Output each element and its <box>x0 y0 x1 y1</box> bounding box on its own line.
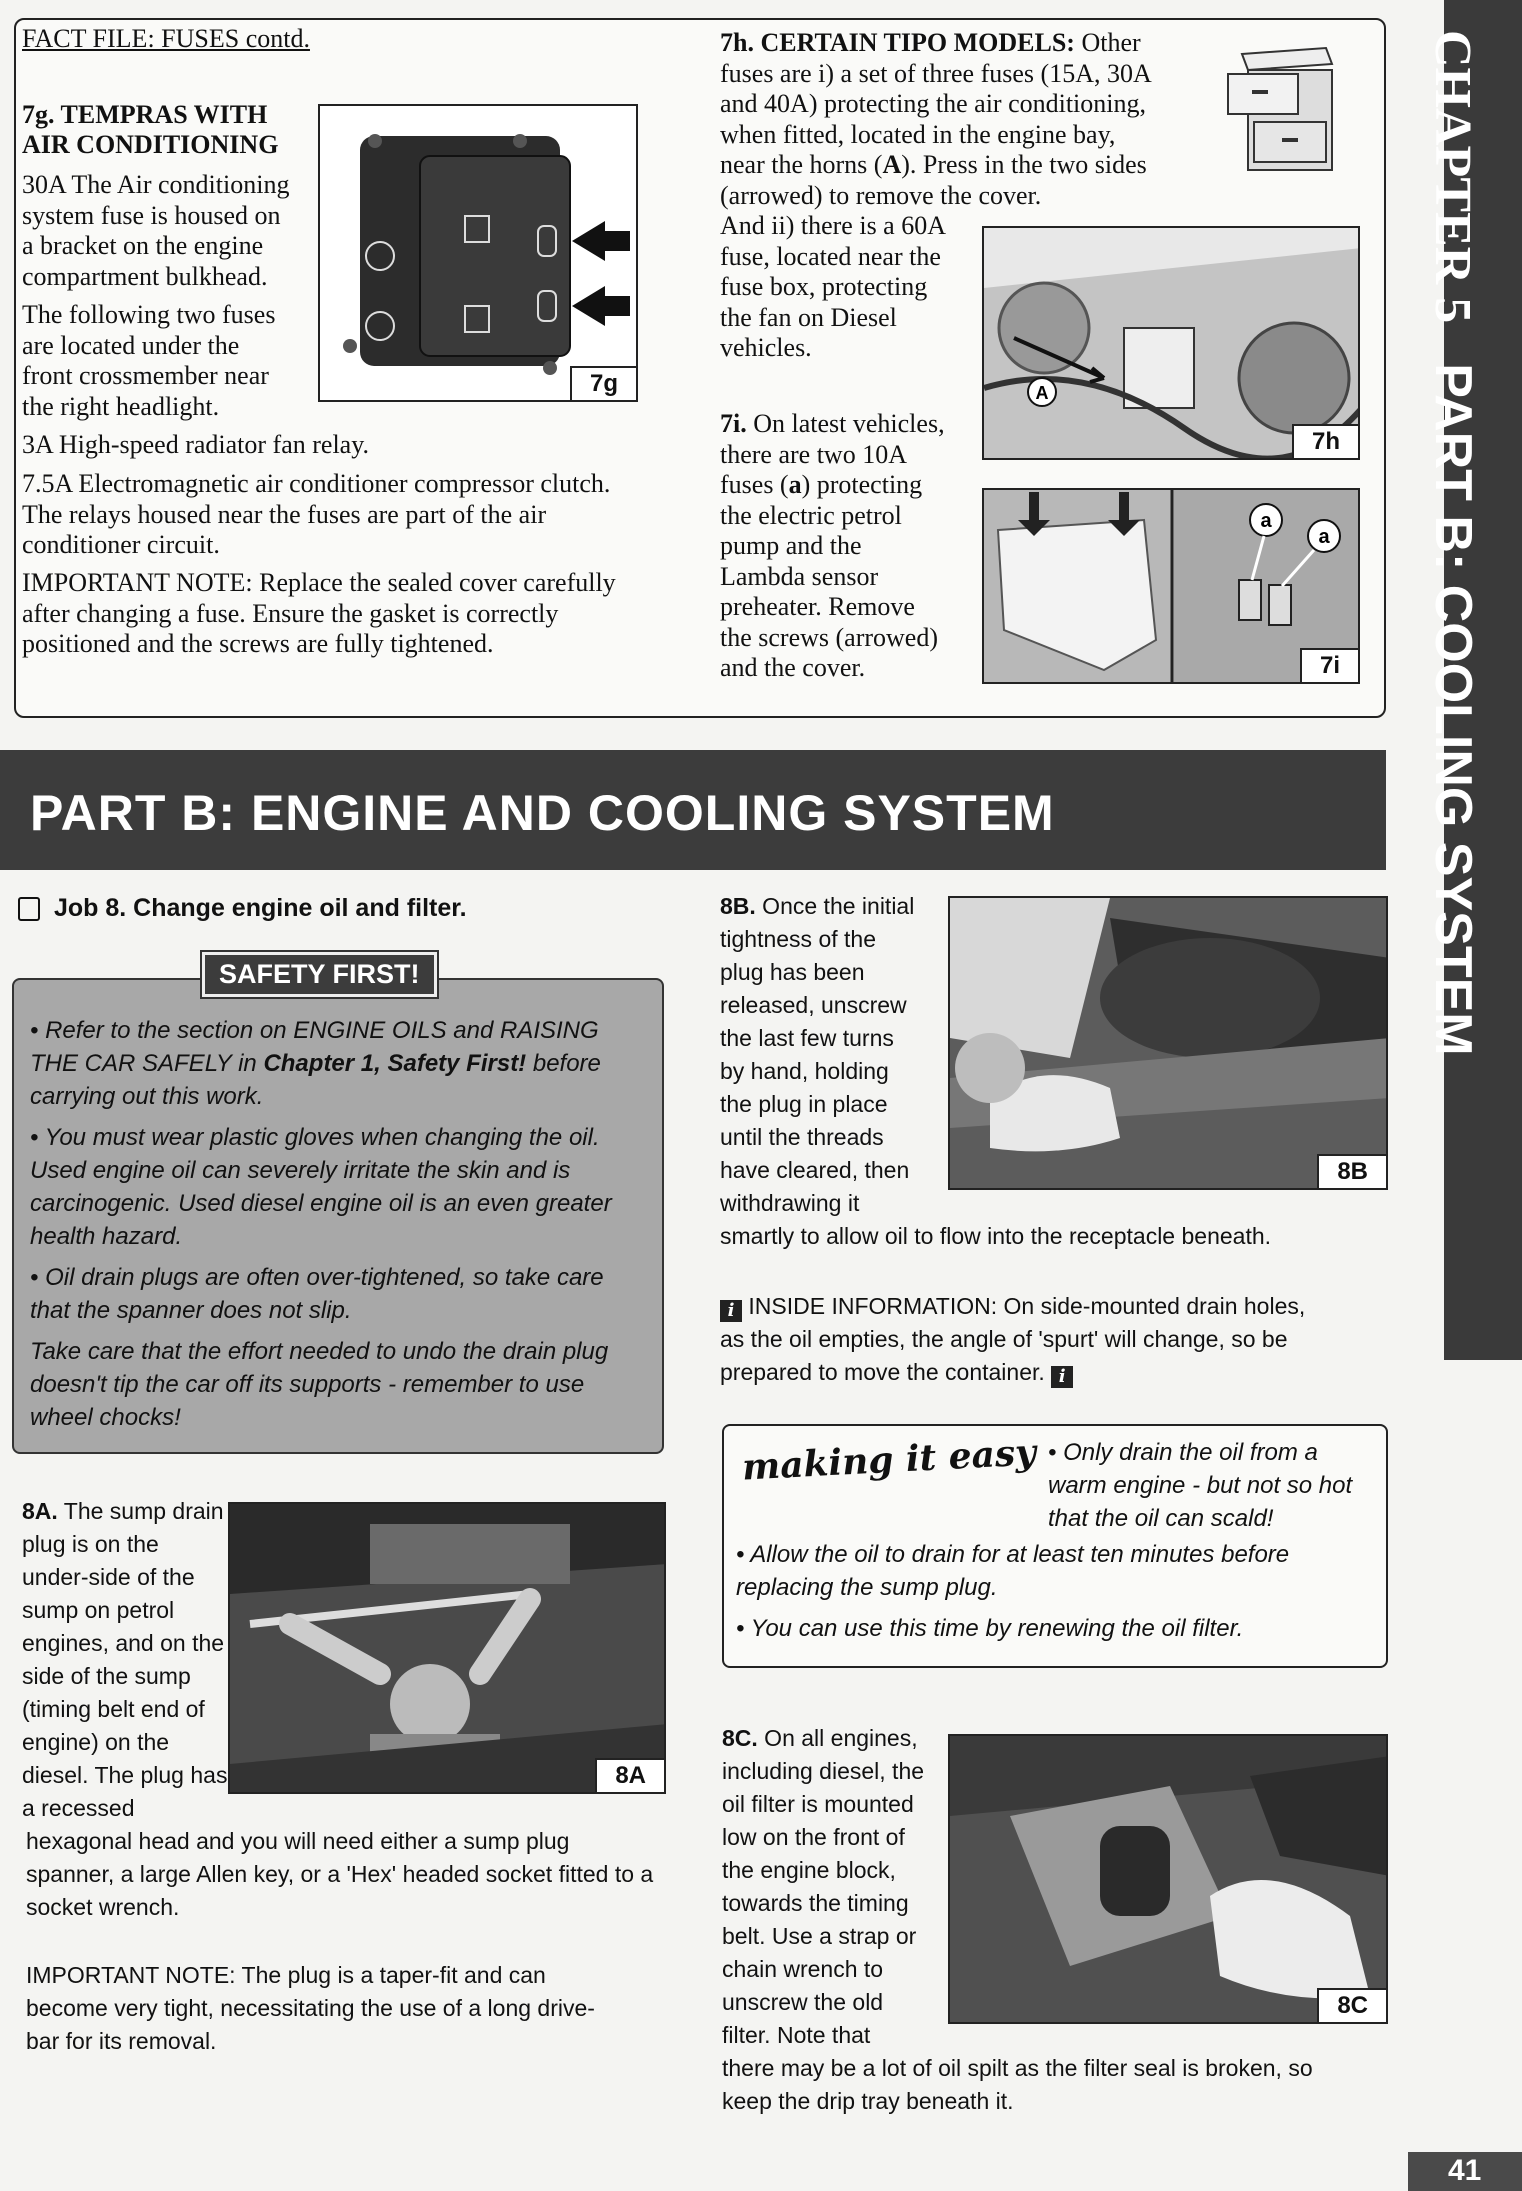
safety-para-4: Take care that the effort needed to undo the drain plug doesn't tip the car off its supports - remember to use wheel chocks! <box>30 1338 609 1431</box>
safety-first-box <box>12 978 664 1454</box>
text-7i: 7i. On latest vehicles, there are two 10A fuses (a) protecting the electric petrol pump and the Lambda sensor preheater. Remove the screws (arrowed) and the cover. <box>720 409 945 682</box>
side-part-label: PART B: COOLING SYSTEM <box>1424 363 1482 1056</box>
figure-8a-label: 8A <box>595 1758 664 1792</box>
text-8a-continued: hexagonal head and you will need either a sump plug spanner, a large Allen key, or a 'Hex' headed socket fitted to a socket wrench. <box>26 1828 654 1920</box>
figure-8c <box>948 1734 1388 2024</box>
safety-first-tag: SAFETY FIRST! <box>202 952 437 997</box>
text-8c: 8C. On all engines, including diesel, the oil filter is mounted low on the front of the engine block, towards the timing belt. Use a strap or chain wrench to unscrew the old filter. Note that there may be a lot of oil spilt as the filter seal is broken, so keep the drip tray beneath it. <box>722 1725 1313 2114</box>
inside-information: i INSIDE INFORMATION: On side-mounted drain holes, as the oil empties, the angle of 'spurt' will change, so be prepared to move the container. i <box>720 1293 1306 1387</box>
info-icon-end: i <box>1051 1366 1073 1388</box>
checkbox-icon[interactable] <box>18 897 40 921</box>
text-7g-para2: The following two fuses are located under the front crossmember near the right headlight. <box>22 300 276 421</box>
text-7h-more: And ii) there is a 60A fuse, located near the fuse box, protecting the fan on Diesel vehicles. <box>720 211 947 362</box>
chapter-side-text <box>1423 30 1483 1056</box>
figure-7h-label: 7h <box>1292 424 1358 458</box>
figure-8c-label: 8C <box>1317 1988 1386 2022</box>
job-8-heading <box>18 894 467 923</box>
text-8a: 8A. The sump drain plug is on the under-side of the sump on petrol engines, and on the side of the sump (timing belt end of engine) on the diesel. The plug has a recessed <box>22 1498 228 1821</box>
side-chapter-label: CHAPTER 5 <box>1424 30 1481 324</box>
text-7h: 7h. CERTAIN TIPO MODELS: Other fuses are i) a set of three fuses (15A, 30A and 40A) protecting the air conditioning, when fitted, located in the engine bay, near the horns (A). Press in the two sides (arrowed) to remove the cover. <box>720 28 1152 210</box>
text-3a-relay: 3A High-speed radiator fan relay. <box>22 430 370 459</box>
text-8a-important-note: IMPORTANT NOTE: The plug is a taper-fit and can become very tight, necessitating the use of a long drive- bar for its removal. <box>26 1962 595 2054</box>
fuse-housing-drawing <box>320 106 638 402</box>
making-it-easy-logo: making it easy <box>741 1431 1038 1489</box>
figure-8a <box>228 1502 666 1794</box>
fig-7i-callout-a1: a <box>1260 510 1272 532</box>
filing-cabinet-icon <box>1222 44 1346 176</box>
fig-7h-callout-a: A <box>1035 383 1049 403</box>
figure-7g <box>318 104 638 402</box>
figure-7h <box>982 226 1360 460</box>
job-8-title: Job 8. Change engine oil and filter. <box>54 894 467 922</box>
text-75a-clutch: 7.5A Electromagnetic air conditioner compressor clutch. The relays housed near the fuses are part of the air conditioner circuit. <box>22 469 611 559</box>
tip-2: • Allow the oil to drain for at least ten minutes before replacing the sump plug. <box>736 1541 1290 1601</box>
text-7g-important-note: IMPORTANT NOTE: Replace the sealed cover carefully after changing a fuse. Ensure the gasket is correctly positioned and the screws are fully tightened. <box>22 568 616 658</box>
oil-filter-photo <box>950 1736 1388 2024</box>
safety-bullet-2: • You must wear plastic gloves when changing the oil. Used engine oil can severely irritate the skin and is carcinogenic. Used diesel engine oil is an even greater health hazard. <box>30 1124 612 1250</box>
making-it-easy-box <box>722 1424 1388 1668</box>
figure-8b-label: 8B <box>1317 1154 1386 1188</box>
tip-3: • You can use this time by renewing the oil filter. <box>736 1615 1244 1642</box>
text-7g-para1: 30A The Air conditioning system fuse is housed on a bracket on the engine compartment bulkhead. <box>22 170 290 291</box>
heading-7g-line1: 7g. TEMPRAS WITH <box>22 100 268 129</box>
safety-bullet-1: • Refer to the section on ENGINE OILS and RAISING THE CAR SAFELY in Chapter 1, Safety First! before carrying out this work. <box>30 1017 601 1110</box>
part-b-banner: PART B: ENGINE AND COOLING SYSTEM <box>0 750 1386 870</box>
figure-7i <box>982 488 1360 684</box>
safety-bullet-3: • Oil drain plugs are often over-tightened, so take care that the spanner does not slip. <box>30 1264 604 1324</box>
figure-8b <box>948 896 1388 1190</box>
page-number: 41 <box>1408 2152 1522 2191</box>
mechanic-under-car-photo <box>230 1504 666 1794</box>
fact-file-header: FACT FILE: FUSES contd. <box>22 24 310 53</box>
figure-7i-label: 7i <box>1300 648 1358 682</box>
fig-7i-callout-a2: a <box>1318 526 1330 548</box>
tip-1: • Only drain the oil from a warm engine - but not so hot that the oil can scald! <box>1048 1439 1353 1532</box>
drain-plug-photo <box>950 898 1388 1190</box>
figure-7g-label: 7g <box>570 366 636 400</box>
text-8b: 8B. Once the initial tightness of the plug has been released, unscrew the last few turns by hand, holding the plug in place until the threads have cleared, then withdrawing it smartly to allow oil to flow into the receptacle beneath. <box>720 893 1272 1249</box>
info-icon: i <box>720 1300 742 1322</box>
heading-7g-line2: AIR CONDITIONING <box>22 130 279 159</box>
